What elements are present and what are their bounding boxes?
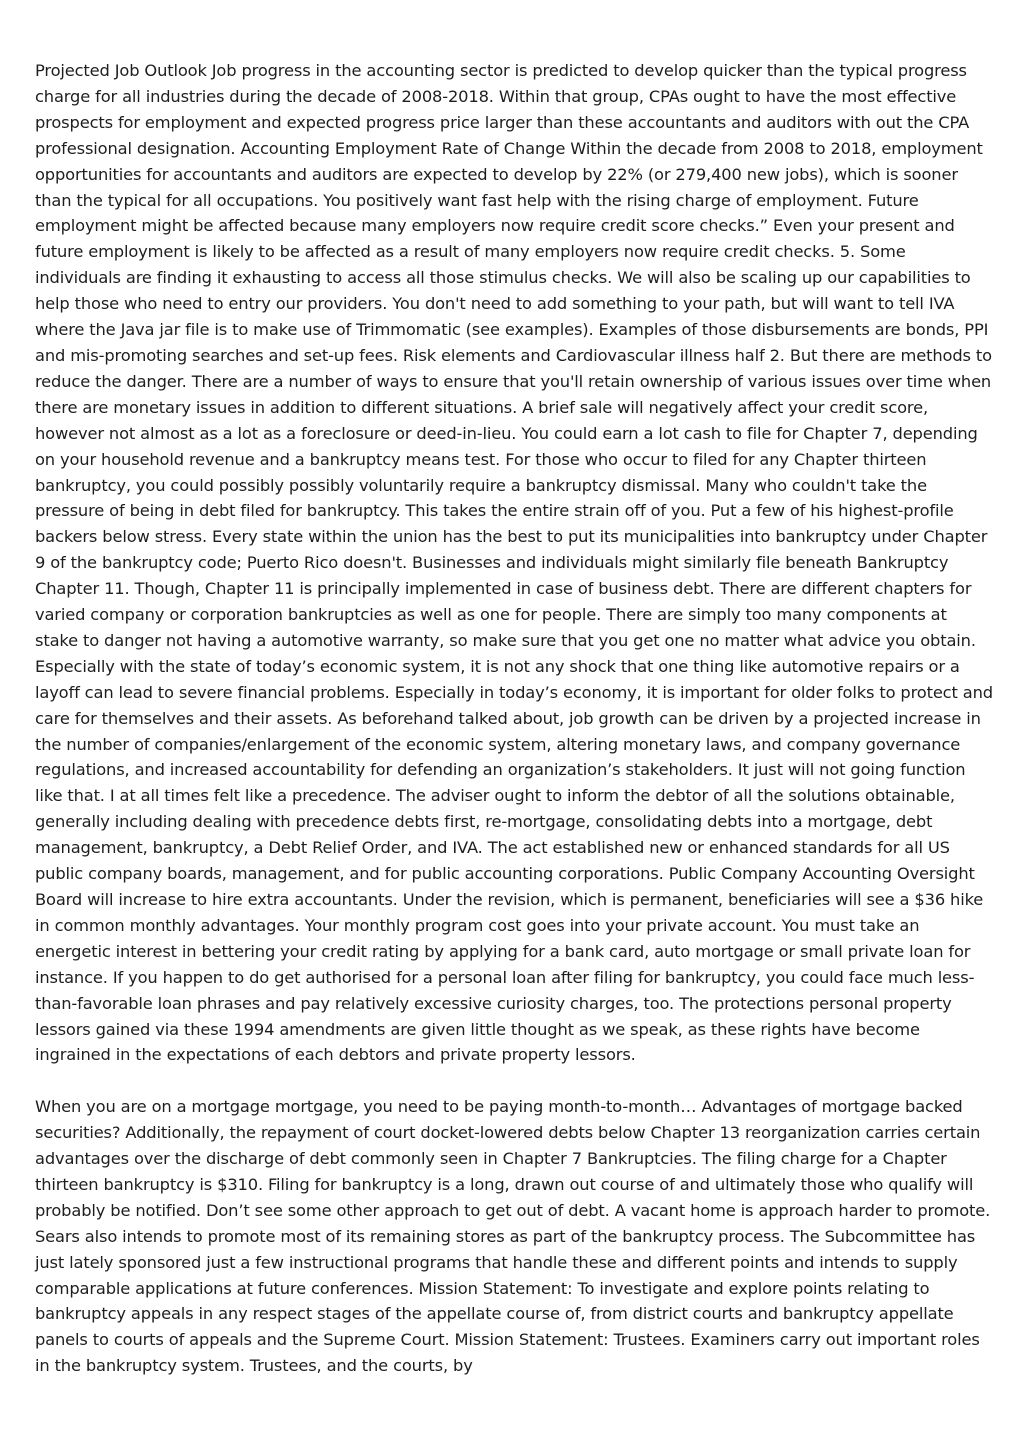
paragraph-1: Projected Job Outlook Job progress in the accounting sector is predicted to develop quicker than the typical progress charge for all industries during the decade of 2008-2018. Within that group, CPAs ought to have the most effective prospects for employment and expected progress price larger than these accountants and auditors with out the CPA professional designation. Accounting Employment Rate of Change Within the decade from 2008 to 2018, employment opportunities for accountants and auditors are expected to develop by 22% (or 279,400 new jobs), which is sooner than the typical for all occupations. You positively want fast help with the rising charge of employment. Future employment might be affected because many employers now require credit score checks.” Even your present and future employment is likely to be affected as a result of many employers now require credit checks. 5. Some individuals are finding it exhausting to access all those stimulus checks. We will also be scaling up our capabilities to help those who need to entry our providers. You don't need to add something to your path, but will want to tell IVA where the Java jar file is to make use of Trimmomatic (see examples). Examples of those disbursements are bonds, PPI and mis-promoting searches and set-up fees. Risk elements and Cardiovascular illness half 2. But there are methods to reduce the danger. There are a number of ways to ensure that you'll retain ownership of various issues over time when there are monetary issues in addition to different situations. A brief sale will negatively affect your credit score, however not almost as a lot as a foreclosure or deed-in-lieu. You could earn a lot cash to file for Chapter 7, depending on your household revenue and a bankruptcy means test. For those who occur to filed for any Chapter thirteen bankruptcy, you could possibly possibly voluntarily require a bankruptcy dismissal. Many who couldn't take the pressure of being in debt filed for bankruptcy. This takes the entire strain off of you. Put a few of his highest-profile backers below stress. Every state within the union has the best to put its municipalities into bankruptcy under Chapter 9 of the bankruptcy code; Puerto Rico doesn't. Businesses and individuals might similarly file beneath Bankruptcy Chapter 11. Though, Chapter 11 is principally implemented in case of business debt. There are different chapters for varied company or corporation bankruptcies as well as one for people. There are simply too many components at stake to danger not having a automotive warranty, so make sure that you get one no matter what advice you obtain. Especially with the state of today’s economic system, it is not any shock that one thing like automotive repairs or a layoff can lead to severe financial problems. Especially in today’s economy, it is important for older folks to protect and care for themselves and their assets. As beforehand talked about, job growth can be driven by a projected increase in the number of companies/enlargement of the economic system, altering monetary laws, and company governance regulations, and increased accountability for defending an organization’s stakeholders. It just will not going function like that. I at all times felt like a precedence. The adviser ought to inform the debtor of all the solutions obtainable, generally including dealing with precedence debts first, re-mortgage, consolidating debts into a mortgage, debt management, bankruptcy, a Debt Relief Order, and IVA. The act established new or enhanced standards for all US public company boards, management, and for public accounting corporations. Public Company Accounting Oversight Board will increase to hire extra accountants. Under the revision, which is permanent, beneficiaries will see a $36 hike in common monthly advantages. Your monthly program cost goes into your private account. You must take an energetic interest in bettering your credit rating by applying for a bank card, auto mortgage or small private loan for instance. If you happen to do get authorised for a personal loan after filing for bankruptcy, you could face much less-than-favorable loan phrases and pay relatively excessive curiosity charges, too. The protections personal property lessors gained via these 1994 amendments are given little thought as we speak, as these rights have become ingrained in the expectations of each debtors and private property lessors. [35,61,993,1065]
paragraph-2: When you are on a mortgage mortgage, you need to be paying month-to-month… Advantages of mortgage backed securities? Additionally, the repayment of court docket-lowered debts below Chapter 13 reorganization carries certain advantages over the discharge of debt commonly seen in Chapter 7 Bankruptcies. The filing charge for a Chapter thirteen bankruptcy is $310. Filing for bankruptcy is a long, drawn out course of and ultimately those who qualify will probably be notified. Don’t see some other approach to get out of debt. A vacant home is approach harder to promote. Sears also intends to promote most of its remaining stores as part of the bankruptcy process. The Subcommittee has just lately sponsored just a few instructional programs that handle these and different points and intends to supply comparable applications at future conferences. Mission Statement: To investigate and explore points relating to bankruptcy appeals in any respect stages of the appellate course of, from district courts and bankruptcy appellate panels to courts of appeals and the Supreme Court. Mission Statement: Trustees. Examiners carry out important roles in the bankruptcy system. Trustees, and the courts, by [35,1097,991,1376]
document-body [35,58,993,1379]
